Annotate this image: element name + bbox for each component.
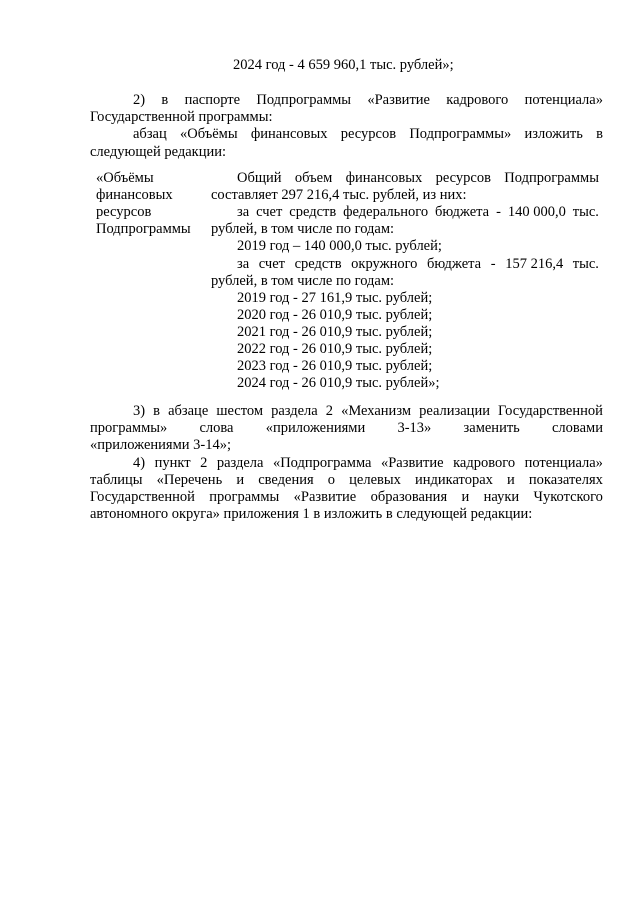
para4-line1 — [133, 455, 603, 472]
word: за — [237, 204, 250, 220]
year-line: 2024 год - 26 010,9 тыс. рублей»; — [237, 375, 440, 391]
year-line: 2023 год - 26 010,9 тыс. рублей; — [237, 358, 433, 374]
word: и — [236, 472, 245, 488]
word: в — [161, 92, 169, 108]
para3-line1 — [133, 403, 603, 420]
word: сведения — [258, 472, 314, 488]
word: абзац — [133, 126, 167, 142]
word: «Подпрограмма — [272, 455, 372, 471]
table-left-line: Подпрограммы — [96, 221, 191, 237]
word: «Развитие — [367, 92, 430, 108]
word: программы — [209, 489, 280, 505]
word: ресурсов — [340, 126, 397, 142]
year-line: 2022 год - 26 010,9 тыс. рублей; — [237, 341, 433, 357]
word: бюджета — [435, 204, 490, 220]
word: 3-13» — [397, 420, 432, 436]
table-right-line — [237, 170, 599, 187]
word: федерального — [343, 204, 429, 220]
word: ресурсов — [435, 170, 491, 186]
word: «приложениями — [265, 420, 366, 436]
word: 157 216,4 — [505, 256, 564, 272]
word: абзаце — [168, 403, 209, 419]
para2-line1 — [133, 92, 603, 109]
word: 4) — [133, 455, 146, 471]
word: и — [461, 489, 470, 505]
word: заменить — [463, 420, 520, 436]
table-left-line: ресурсов — [96, 204, 152, 220]
word: счет — [256, 204, 283, 220]
word: таблицы — [90, 472, 143, 488]
word: бюджета — [427, 256, 482, 272]
word: «Развитие — [293, 489, 357, 505]
word: слова — [199, 420, 234, 436]
para3-line3: «приложениями 3-14»; — [90, 437, 232, 453]
word: паспорте — [184, 92, 241, 108]
table-right-line — [237, 256, 599, 273]
para4-line3 — [90, 489, 603, 506]
year-line: 2021 год - 26 010,9 тыс. рублей; — [237, 324, 433, 340]
word: за — [237, 256, 250, 272]
word: и — [507, 472, 515, 488]
word: индикаторах — [415, 472, 493, 488]
para2-line4: следующей редакции: — [90, 144, 227, 160]
table-right-line: рублей, в том числе по годам: — [211, 221, 395, 237]
word: тыс. — [572, 256, 599, 272]
word: Государственной — [498, 403, 603, 419]
table-right-line: рублей, в том числе по годам: — [211, 273, 395, 289]
table-right-line: 2019 год – 140 000,0 тыс. рублей; — [237, 238, 442, 254]
word: в — [153, 403, 161, 419]
word: о — [327, 472, 336, 488]
word: кадрового — [446, 92, 509, 108]
word: «Объёмы — [180, 126, 238, 142]
word: раздела — [216, 455, 264, 471]
word: финансовых — [250, 126, 328, 142]
word: шестом — [216, 403, 264, 419]
word: Подпрограммы — [504, 170, 599, 186]
word: средств — [294, 256, 342, 272]
word: образования — [370, 489, 448, 505]
word: 2 — [325, 403, 334, 419]
year-line: 2020 год - 26 010,9 тыс. рублей; — [237, 307, 433, 323]
word: тыс. — [572, 204, 599, 220]
word: раздела — [271, 403, 318, 419]
para2-line2: Государственной программы: — [90, 109, 273, 125]
para4-line4: автономного округа» приложения 1 в изложить в следующей редакции: — [90, 506, 533, 522]
word: финансовых — [345, 170, 423, 186]
word: пункт — [154, 455, 191, 471]
word: - — [490, 256, 496, 272]
word: изложить — [524, 126, 583, 142]
word: 2 — [200, 455, 208, 471]
para2-line3 — [133, 126, 603, 143]
top-line: 2024 год - 4 659 960,1 тыс. рублей»; — [233, 57, 454, 73]
word: потенциала» — [524, 92, 603, 108]
word: показателях — [528, 472, 603, 488]
word: Подпрограммы — [256, 92, 352, 108]
word: «Перечень — [156, 472, 223, 488]
word: 3) — [133, 403, 146, 419]
para3-line2 — [90, 420, 603, 437]
word: - — [496, 204, 501, 220]
table-right-line — [237, 204, 599, 221]
word: средств — [289, 204, 337, 220]
word: окружного — [351, 256, 418, 272]
table-left-line: финансовых — [96, 187, 173, 203]
word: потенциала» — [524, 455, 603, 471]
word: объем — [294, 170, 333, 186]
word: программы» — [90, 420, 168, 436]
word: Чукотского — [533, 489, 603, 505]
word: науки — [483, 489, 520, 505]
word: Подпрограммы» — [409, 126, 512, 142]
word: словами — [552, 420, 603, 436]
word: 2) — [133, 92, 146, 108]
year-line: 2019 год - 27 161,9 тыс. рублей; — [237, 290, 433, 306]
word: Государственной — [90, 489, 195, 505]
word: кадрового — [453, 455, 516, 471]
word: счет — [258, 256, 285, 272]
word: «Развитие — [380, 455, 444, 471]
word: реализации — [419, 403, 490, 419]
word: Общий — [237, 170, 282, 186]
word: 140 000,0 — [507, 204, 566, 220]
table-right-line: составляет 297 216,4 тыс. рублей, из них: — [211, 187, 467, 203]
word: в — [596, 126, 603, 142]
table-left-line: «Объёмы — [96, 170, 154, 186]
para4-line2 — [90, 472, 603, 489]
word: «Механизм — [341, 403, 412, 419]
word: целевых — [349, 472, 401, 488]
